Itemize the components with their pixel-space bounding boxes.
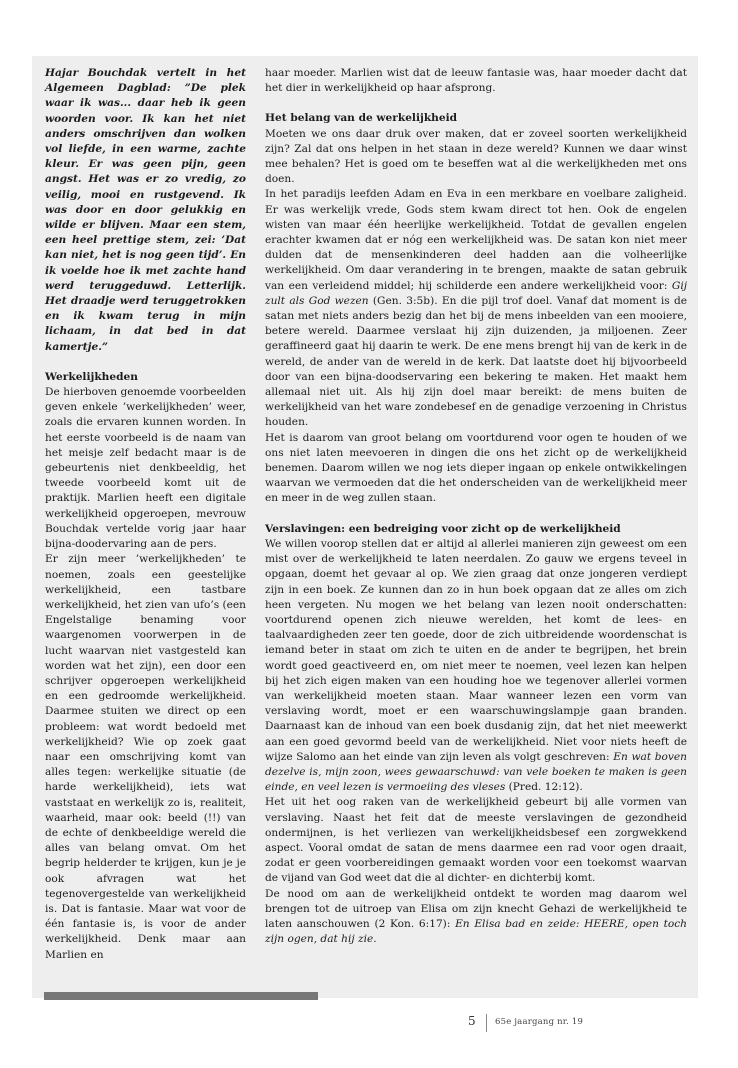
section-heading-verslavingen: Verslavingen: een bedreiging voor zicht op de werkelijkheid [265,522,621,535]
left-column [45,66,246,963]
paragraph-continuation: haar moeder. Marlien wist dat de leeuw fantasie was, haar moeder dacht dat het dier in werkelijkheid op haar afsprong. [265,67,687,95]
right-column [265,66,687,947]
text-run: (Pred. 12:12). [505,781,583,794]
paragraph: Moeten we ons daar druk over maken, dat er zoveel soorten werkelijkheid zijn? Zal dat ons helpen in het staan in deze wereld? Kunnen we daar winst mee behalen? Het is goed om te beseffen wat al die werkelijkheden met ons doen. [265,127,687,186]
paragraph: Het uit het oog raken van de werkelijkheid gebeurt bij alle vormen van verslaving. Naast het feit dat de meeste verslavingen de gezondheid ondermijnen, is het verliezen van werkelijkheidsbesef een zorgwekkend aspect. Vooral omdat de satan de mens daarmee een rad voor ogen draait, zodat er geen voorbereidingen gemaakt worden voor een toekomst waarvan de vijand van God weet dat die al dichter- en dichterbij komt. [265,796,687,885]
decorative-bar [44,992,318,1000]
scripture-quote: En wat boven dezelve is, mijn zoon, wees gewaarschuwd: van vele boeken te maken is geen einde, en veel lezen is vermoeiing des vleses [265,750,688,794]
paragraph [265,187,687,430]
paragraph [265,537,687,795]
issue-label: 65e jaargang nr. 19 [495,1017,584,1027]
scripture-quote: En Elisa bad en zeide: HEERE, open toch zijn ogen, dat hij zie. [265,917,687,946]
paragraph [265,887,687,948]
paragraph: Er zijn meer ’werkelijkheden’ te noemen, zoals een geestelijke werkelijkheid, een tastbare werkelijkheid, het zien van ufo’s (een Engelstalige benaming voor waargenomen voorwerpen in de lucht waarvan niet vastgesteld kan worden wat het zijn), een door een schrijver opgeroepen werkelijkheid en een gedroomde werkelijkheid. Daarmee stuiten we direct op een probleem: wat wordt bedoeld met werkelijkheid? Wie op zoek gaat naar een omschrijving komt van alles tegen: werkelijke situatie (de harde werkelijkheid), iets wat vaststaat en werkelijk zo is, realiteit, waarheid, maar ook: beeld (!!) van de echte of denkbeeldige wereld die alles van belang omvat. Om het begrip helderder te krijgen, kun je je ook afvragen wat het tegenovergestelde van werkelijkheid is. Dat is fantasie. Maar wat voor de één fantasie is, is voor de ander werkelijkheid. Denk maar aan Marlien en [45,553,246,961]
footer-divider [486,1014,487,1032]
text-run: (Gen. 3:5b). En die pijl trof doel. Vanaf dat moment is de satan met niets anders bezig dan het bij de mens inbeelden van een mooiere, betere wereld. Daarmee verslaat hij zijn duizenden, ja miljoenen. Zeer geraffineerd gaat hij daarin te werk. De ene mens brengt hij van de kerk in de wereld, de ander van de wereld in de kerk. Dat laatste doet hij bijvoorbeeld door van een bijna-doodservaring een bekering te maken. Het maakt hem allemaal niet uit. Als hij zijn doel maar bereikt: de mens buiten de werkelijkheid van het ware zondebesef en de genadige verzoening in Christus houden. [265,294,687,429]
scripture-quote: Gij zult als God wezen [265,279,687,307]
text-run: De nood om aan de werkelijkheid ontdekt te worden mag daarom wel brengen tot de uitroep van Elisa om zijn knecht Gehazi de werkelijkheid te laten aanschouwen (2 Kon. 6:17): [265,887,687,930]
section-heading-werkelijkheden: Werkelijkheden [45,370,138,383]
section-heading-belang: Het belang van de werkelijkheid [265,112,458,125]
intro-quote: Hajar Bouchdak vertelt in het Algemeen Dagblad: ”De plek waar ik was... daar heb ik geen woorden voor. Ik kan het niet anders omschrijven dan wolken vol liefde, in een warme, zachte kleur. Er was geen pijn, geen angst. Het was er zo vredig, zo veilig, mooi en rustgevend. Ik was door en door gelukkig en wilde er blijven. Maar een stem, een heel prettige stem, zei: ’Dat kan niet, het is nog geen tijd’. En ik voelde hoe ik met zachte hand werd teruggeduwd. Letterlijk. Het draadje werd teruggetrokken en ik kwam terug in mijn lichaam, in dat bed in dat kamertje.” [45,67,246,353]
paragraph: De hierboven genoemde voorbeelden geven enkele ’werkelijkheden’ weer, zoals die ervaren kunnen worden. In het eerste voorbeeld is de naam van het meisje zelf bedacht maar is de gebeurtenis niet denkbeeldig, het tweede voorbeeld komt uit de praktijk. Marlien heeft een digitale werkelijkheid opgeroepen, mevrouw Bouchdak vertelde vorig jaar haar bijna-doodervaring aan de pers. [45,386,246,551]
text-run: We willen voorop stellen dat er altijd al allerlei manieren zijn geweest om een mist over de werkelijkheid te laten neerdalen. Zo gauw we ergens teveel in opgaan, doemt het gevaar al op. We zien graag dat onze jongeren verdiept zijn in een boek. Ze kunnen dan zo in hun boek opgaan dat ze alles om zich heen vergeten. Nu mogen we het belang van lezen nooit onderschatten: voortdurend openen zich nieuwe werelden, het komt de lees- en taalvaardigheden zeer ten goede, door de zich uitbreidende woordenschat is iemand beter in staat om zich te uiten en de ander te begrijpen, het brein wordt goed geactiveerd en, om niet meer te noemen, veel lezen kan helpen bij het zich eigen maken van een houding hoe we tegenover allerlei vormen van werkelijkheid moeten staan. Maar wanneer lezen een vorm van verslaving wordt, moet er een waarschuwingslampje gaan branden. Daarnaast kan de inhoud van een boek dusdanig zijn, dat het niet meewerkt aan een goed gevormd beeld van de werkelijkheid. Niet voor niets heeft de wijze Salomo aan het einde van zijn leven als volgt geschreven: [265,537,687,763]
paragraph: Het is daarom van groot belang om voortdurend voor ogen te houden of we ons niet laten meevoeren in dingen die ons het zicht op de werkelijkheid benemen. Daarom willen we nog iets dieper ingaan op enkele ontwikkelingen waarvan we vermoeden dat die het onderscheiden van de werkelijkheid meer en meer in de weg zullen staan. [265,431,687,505]
page-number: 5 [468,1014,476,1028]
text-run: In het paradijs leefden Adam en Eva in een merkbare en voelbare zaligheid. Er was werkelijk vrede, Gods stem kwam direct tot hen. Ook de engelen wisten van maar één heerlijke werkelijkheid. Totdat de gevallen engelen erachter kwamen dat er nóg een werkelijkheid was. De satan kon niet meer dulden dat de mensenkinderen deel hadden aan die volheerlijke werkelijkheid. Om daar verandering in te brengen, maakte de satan gebruik van een verleidend middel; hij schilderde een andere werkelijkheid voor: [265,188,687,292]
